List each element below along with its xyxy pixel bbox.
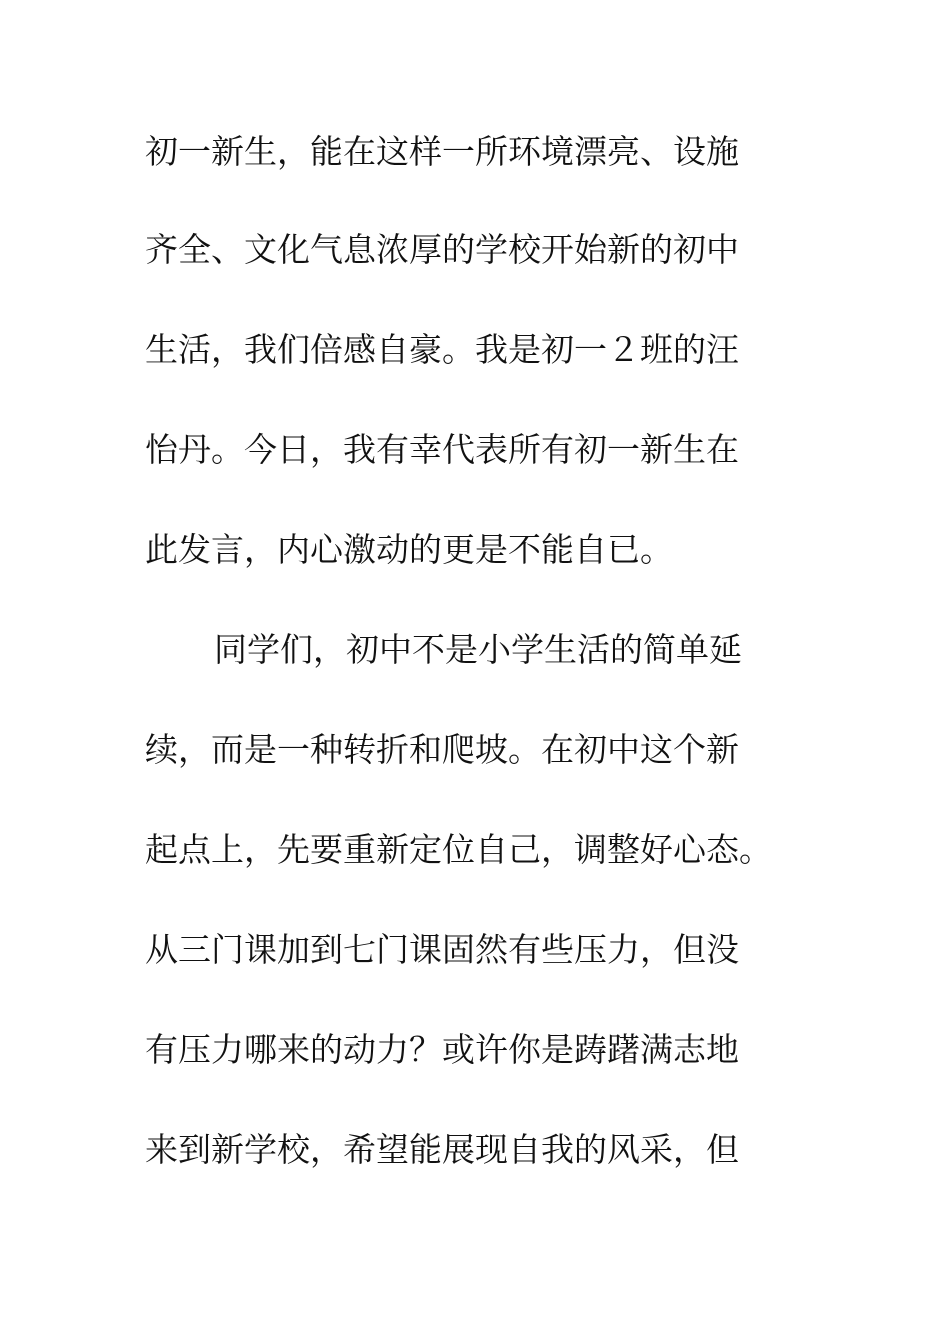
text-line-9: 从三门课加到七门课固然有些压力，但没	[145, 930, 739, 969]
text-line-1: 初一新生，能在这样一所环境漂亮、设施	[145, 132, 739, 171]
text-line-3: 生活，我们倍感自豪。我是初一２班的汪	[145, 330, 739, 369]
text-line-4: 怡丹。今日，我有幸代表所有初一新生在	[145, 430, 739, 469]
text-line-7: 续，而是一种转折和爬坡。在初中这个新	[145, 730, 739, 769]
text-line-5: 此发言，内心激动的更是不能自已。	[145, 530, 673, 569]
text-line-10: 有压力哪来的动力？或许你是踌躇满志地	[145, 1030, 739, 1069]
text-line-11: 来到新学校，希望能展现自我的风采，但	[145, 1130, 739, 1169]
text-line-2: 齐全、文化气息浓厚的学校开始新的初中	[145, 230, 739, 269]
paragraph-2-first-line: 同学们，初中不是小学生活的简单延	[214, 630, 742, 669]
text-line-8: 起点上，先要重新定位自己，调整好心态。	[145, 830, 772, 869]
